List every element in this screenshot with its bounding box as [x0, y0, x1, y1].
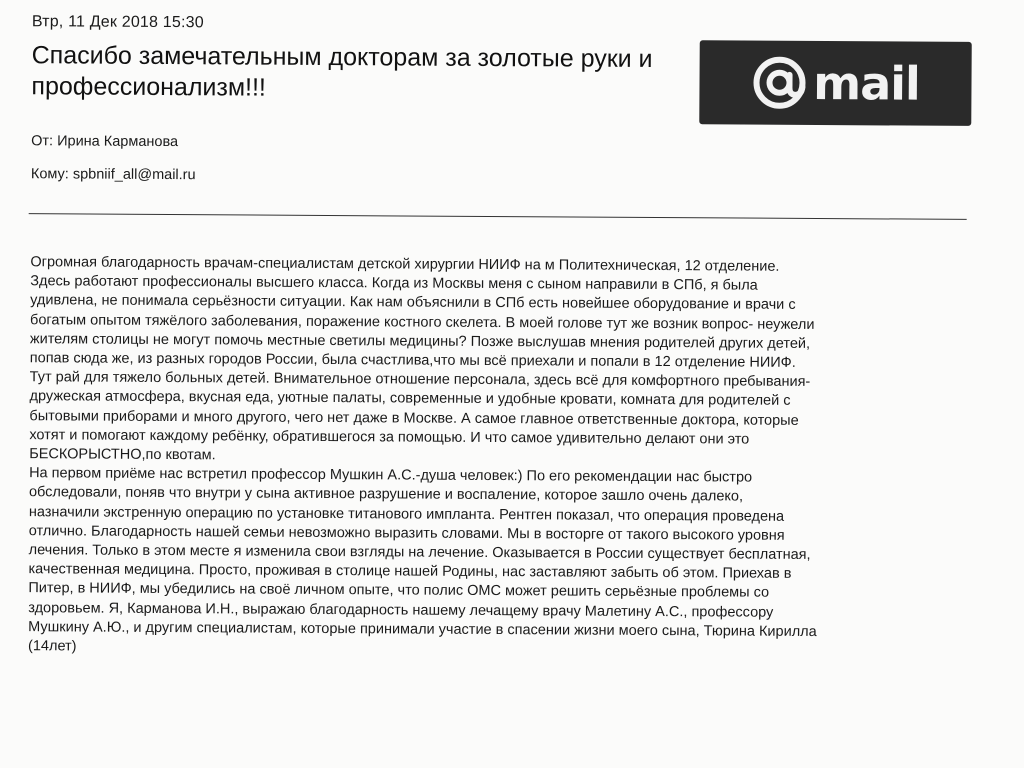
body-line: Здесь работают профессионалы высшего класса. Когда из Москвы меня с сыном направили в СПб, я была [30, 273, 758, 294]
body-line: дружеская атмосфера, вкусная еда, уютные палаты, современные и удобные кровати, комната для родителей с [29, 388, 791, 410]
paragraph-2 [28, 464, 959, 662]
body-line: качественная медицина. Просто, проживая в столице нашей Родины, нас заставляют забыть об этом. Приехав в [28, 561, 792, 583]
email-body [28, 253, 960, 662]
mail-logo [699, 40, 972, 126]
email-to: Кому: spbniif_all@mail.ru [30, 166, 196, 184]
email-date: Втр, 11 Дек 2018 15:30 [31, 13, 204, 32]
body-line: БЕСКОРЫСТНО,по квотам. [29, 446, 216, 464]
body-line: попав сюда же, из разных городов России, была счастлива,что мы всё приехали и попали в 12 отделение НИИФ. [29, 350, 796, 371]
paragraph-1 [29, 253, 960, 470]
body-line: (14лет) [28, 638, 77, 655]
email-subject: Спасибо замечательным докторам за золотые руки и профессионализм!!! [31, 41, 653, 102]
body-line: лечения. Только в этом месте я изменила свои взгляды на лечение. Оказывается в России существует бесплатная, [28, 542, 811, 564]
body-line: отлично. Благодарность нашей семьи невозможно выразить словами. Мы в восторге от такого высокого уровня [28, 523, 785, 544]
body-line: здоровьем. Я, Карманова И.Н., выражаю благодарность нашему лечащему врачу Малетину А.С., профессору [28, 599, 774, 621]
logo-word: mail [813, 55, 920, 111]
body-line: удивлена, не понимала серьёзности ситуации. Как нам объяснили в СПб есть новейшее оборудование и врачи с [30, 292, 796, 314]
body-line: Огромная благодарность врачам-специалистам детской хирургии НИИФ на м Политехническая, 12 отделение. [30, 254, 780, 275]
body-line: назначили экстренную операцию по установке титанового импланта. Рентген показал, что операция проведена [28, 503, 785, 525]
body-line: Тут рай для тяжело больных детей. Внимательное отношение персонала, здесь всё для комфортного пребывания- [29, 369, 811, 391]
body-line: Питер, в НИИФ, мы убедились на своё личном опыте, что полис ОМС может решить серьёзные проблемы со [28, 580, 770, 602]
body-line: бытовыми приборами и много другого, чего нет даже в Москве. А самое главное ответственные доктора, которые [29, 407, 799, 429]
body-line: На первом приёме нас встретил профессор Мушкин А.С.-душа человек:) По его рекомендации нас быстро [29, 465, 753, 486]
body-line: богатым опытом тяжёлого заболевания, поражение костного скелета. В моей голове тут же возник вопрос- неужели [29, 311, 815, 333]
email-from: От: Ирина Карманова [31, 133, 179, 151]
body-line: Мушкину А.Ю., и другим специалистам, которые принимали участие в спасении жизни моего сына, Тюрина Кирилла [28, 619, 817, 640]
body-line: жителям столицы не могут помочь местные светилы медицины? Позже выслушав мнения родителей других детей, [29, 331, 811, 352]
divider [29, 213, 967, 220]
body-line: хотят и помогают каждому ребёнку, обратившегося за помощью. И что самое удивительно делают они это [29, 427, 750, 448]
at-icon [751, 55, 807, 111]
body-line: обследовали, поняв что внутри у сына активное разрушение и воспаление, которое зашло очень далеко, [28, 484, 744, 505]
